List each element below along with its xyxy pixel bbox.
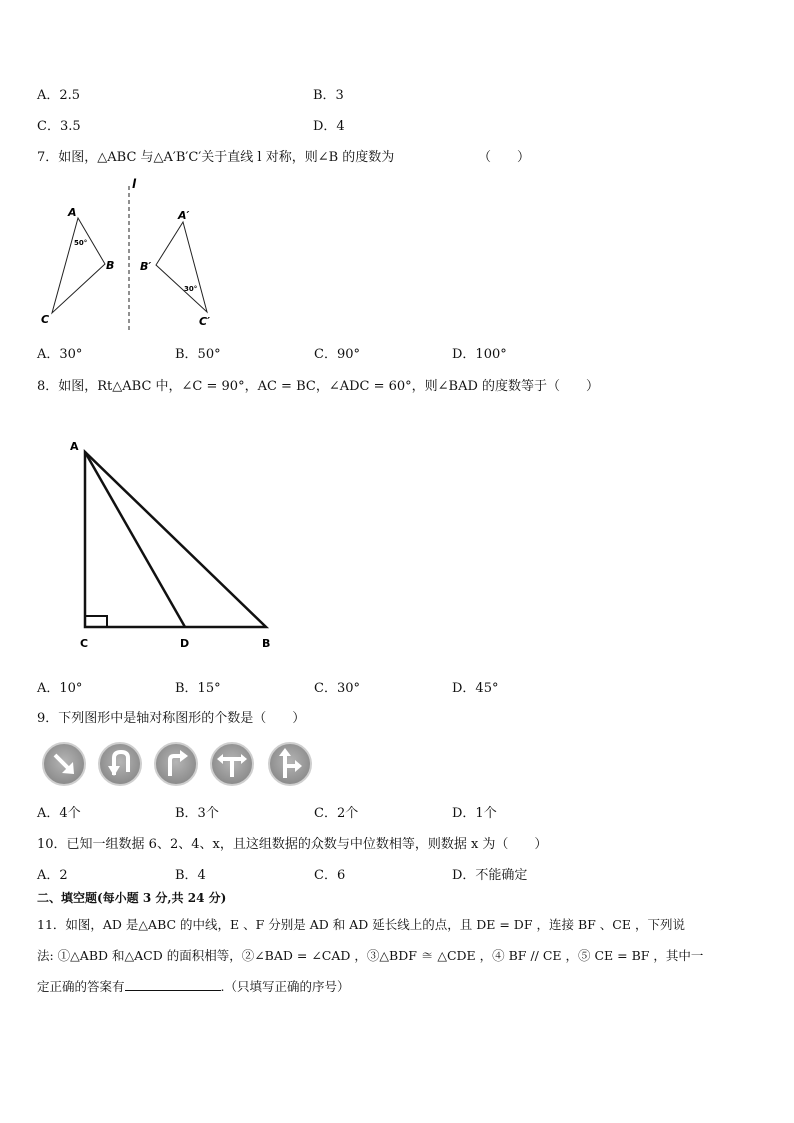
line-label: l — [132, 177, 137, 191]
angle-c-label: 30° — [184, 285, 198, 293]
q10-option-b: B．4 — [175, 868, 206, 883]
q10-option-d: D．不能确定 — [452, 868, 528, 883]
q8-option-c: C．30° — [314, 681, 360, 696]
q11-line-2: 法: ①△ABD 和△ACD 的面积相等，②∠BAD = ∠CAD ，③△BDF ≅ △CDE ，④ BF // CE ，⑤ CE = BF ，其中一 — [37, 948, 704, 963]
q7-option-a: A．30° — [37, 347, 83, 362]
q8-figure — [60, 432, 290, 654]
label-a: A — [70, 440, 79, 453]
q11-line-3 — [37, 977, 350, 995]
sign-arrow-down-right-icon — [43, 743, 85, 785]
q9-option-b: B．3个 — [175, 806, 219, 821]
triangle-a2b2c2 — [156, 222, 207, 312]
section-heading: 二、填空题(每小题 3 分,共 24 分) — [37, 891, 227, 905]
label-a-prime: A′ — [178, 209, 190, 222]
label-b: B — [262, 637, 271, 650]
q7-paren: （ ） — [478, 150, 531, 165]
q9-text: 9．下列图形中是轴对称图形的个数是（ ） — [37, 711, 306, 726]
answer-blank[interactable] — [125, 978, 221, 991]
q8-text: 8．如图，Rt△ABC 中，∠C = 90°，AC = BC，∠ADC = 60°，则∠BAD 的度数等于（ ） — [37, 379, 600, 394]
label-c-prime: C′ — [199, 315, 210, 328]
sign-t-junction-icon — [211, 743, 253, 785]
label-c: C — [80, 637, 89, 650]
sign-u-turn-icon — [99, 743, 141, 785]
sign-turn-right-icon — [155, 743, 197, 785]
right-angle-mark — [85, 616, 107, 627]
sign-right-branch-icon — [269, 743, 311, 785]
angle-a-label: 50° — [74, 239, 88, 247]
q6-option-a: A．2.5 — [37, 88, 81, 103]
q6-option-d: D．4 — [313, 119, 345, 134]
q7-option-b: B．50° — [175, 347, 221, 362]
q10-text: 10．已知一组数据 6、2、4、x，且这组数据的众数与中位数相等，则数据 x 为（ ） — [37, 837, 548, 852]
q7-figure — [30, 172, 230, 334]
label-b-prime: B′ — [140, 260, 152, 273]
q7-text: 7．如图，△ABC 与△A′B′C′关于直线 l 对称，则∠B 的度数为 — [37, 150, 395, 165]
q6-option-b: B．3 — [313, 88, 344, 103]
q9-option-a: A．4个 — [37, 806, 81, 821]
q11-line-3-start: 定正确的答案有 — [37, 979, 125, 994]
label-a: A — [68, 206, 77, 219]
q9-option-d: D．1个 — [452, 806, 497, 821]
label-c: C — [41, 313, 50, 326]
segment-ad — [85, 452, 185, 627]
q7-option-c: C．90° — [314, 347, 360, 362]
q11-line-3-end: .（只填写正确的序号） — [220, 979, 350, 994]
label-b: B — [106, 259, 115, 272]
triangle-abc — [85, 452, 266, 627]
q8-option-d: D．45° — [452, 681, 499, 696]
triangle-abc — [52, 218, 105, 313]
q11-line-1: 11．如图，AD 是△ABC 的中线，E 、F 分别是 AD 和 AD 延长线上的点，且 DE = DF ，连接 BF 、CE ，下列说 — [37, 917, 685, 932]
q6-option-c: C．3.5 — [37, 119, 81, 134]
q10-option-a: A．2 — [37, 868, 68, 883]
q7-option-d: D．100° — [452, 347, 507, 362]
q8-option-a: A．10° — [37, 681, 83, 696]
q9-option-c: C．2个 — [314, 806, 359, 821]
q10-option-c: C．6 — [314, 868, 346, 883]
q9-signs — [42, 740, 322, 788]
label-d: D — [180, 637, 190, 650]
q8-option-b: B．15° — [175, 681, 221, 696]
